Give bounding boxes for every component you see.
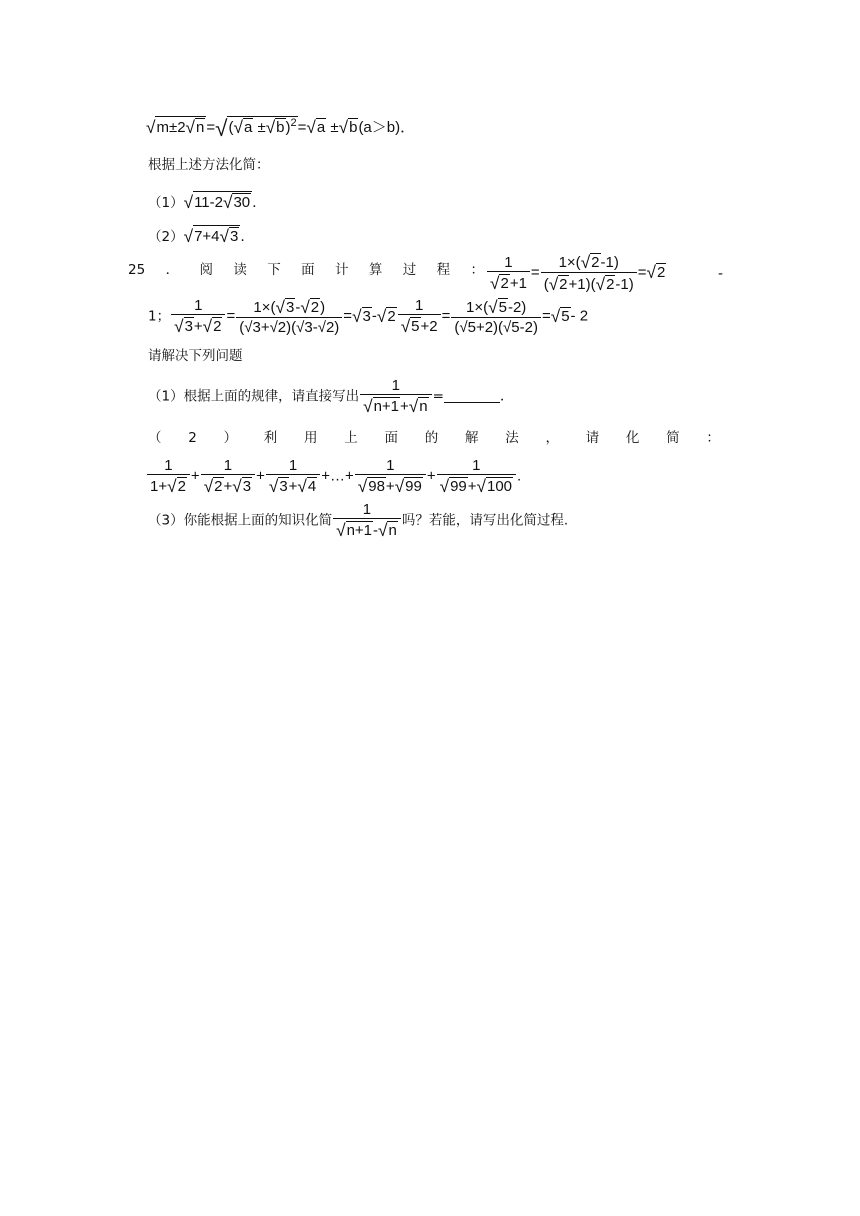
p1-text: （1）根据上面的规律，请直接写出 bbox=[148, 388, 360, 405]
p2-term-num: 1 bbox=[147, 458, 190, 475]
p1-tail: . bbox=[499, 388, 505, 405]
p3-den-rad1: n+1 bbox=[346, 522, 373, 539]
intro-lhs-n: n bbox=[196, 119, 205, 136]
intro-mid-open: ( bbox=[228, 119, 234, 136]
ex3-rhs-fraction: $\frac{1\times(√5-2)}{(√5+2)(√5-2)}$ bbox=[451, 298, 541, 335]
intro-rhs-b: b bbox=[349, 119, 358, 136]
p2-char: 法 bbox=[505, 430, 519, 446]
p3-den-rad2: n bbox=[388, 522, 397, 539]
p2-term-a: 99 bbox=[450, 478, 467, 495]
p2-term: $\frac{1}{√98+√99}$ bbox=[355, 458, 426, 495]
p2-term: $\frac{1}{√99+√100}$ bbox=[437, 458, 516, 495]
q25-stem-char: 阅 bbox=[199, 262, 213, 278]
q25-dot: ． bbox=[165, 262, 180, 278]
p2-term-b: 2 bbox=[177, 478, 186, 495]
intro-mid-a: a bbox=[243, 119, 253, 136]
ex1-rhs-num-post: -1) bbox=[600, 254, 619, 271]
q25-stem-char: 过 bbox=[402, 262, 417, 278]
ex1-rhs-fraction: $\frac{1\times(√2-1)}{(√2+1)(√2-1)}$ bbox=[541, 253, 637, 294]
ex3-num: 1 bbox=[398, 298, 441, 315]
item-1 bbox=[148, 191, 257, 211]
ex1-rhs-num-rad: 2 bbox=[591, 254, 600, 271]
ex1-result-rad: 2 bbox=[656, 264, 666, 282]
q25-stem-char: 面 bbox=[301, 262, 315, 278]
ex3-rhs-den: (√5+2)(√5-2) bbox=[454, 319, 538, 337]
intro-lhs-sqrt: √m±2√n bbox=[146, 117, 205, 137]
ex3-rhs-num-post: -2) bbox=[507, 299, 527, 316]
p2-char: 的 bbox=[424, 430, 439, 446]
ex3-lhs-fraction: $\frac{1}{√5+2}$ bbox=[398, 298, 441, 335]
p2-term-num: 1 bbox=[266, 458, 320, 475]
q25-number: 25 bbox=[128, 262, 146, 278]
p2-char: 请 bbox=[585, 430, 600, 446]
ex2-result-rad1: 3 bbox=[362, 307, 371, 325]
p1-den-rad2: n bbox=[419, 398, 428, 415]
item-2 bbox=[148, 225, 245, 245]
ex2-den-rad1: 3 bbox=[184, 318, 193, 335]
p2-term-num: 1 bbox=[355, 458, 426, 475]
q25-prompt: 请解决下列问题 bbox=[148, 348, 243, 364]
ex1-rhs-den-rad1: 2 bbox=[559, 276, 568, 294]
intro-lhs-m: m± bbox=[156, 119, 178, 136]
p2-term-b: 4 bbox=[307, 478, 317, 495]
q25-part-2-stem bbox=[148, 432, 720, 446]
p2-char: 用 bbox=[304, 430, 318, 446]
ex1-result-tail: - bbox=[718, 265, 723, 282]
p2-char: 上 bbox=[344, 430, 358, 446]
p2-term-a: 2 bbox=[214, 478, 223, 495]
ex1-rhs-den-rad2: 2 bbox=[606, 276, 615, 294]
ex2-den-rad2: 2 bbox=[213, 318, 222, 335]
instruction-text: 根据上述方法化简： bbox=[148, 157, 270, 173]
item-2-tail: . bbox=[240, 229, 245, 245]
intro-mid-b: b bbox=[276, 119, 285, 136]
p1-eq: = bbox=[432, 388, 444, 405]
p3-text-pre: （3）你能根据上面的知识化简 bbox=[148, 512, 333, 529]
p2-term: $\frac{1}{√2+√3}$ bbox=[201, 458, 255, 495]
p2-char: ） bbox=[223, 430, 238, 446]
q25-stem-char: 算 bbox=[368, 262, 383, 278]
q25-part-2-sum bbox=[146, 458, 521, 495]
p2-term-a: 98 bbox=[368, 478, 385, 495]
intro-formula: $√m\pm 2√n =√(√a \pm√b)^2=√a \pm√b(a>b)$． bbox=[146, 116, 416, 141]
ex2-lhs-fraction: $\frac{1}{√3+√2}$ bbox=[171, 298, 225, 335]
p2-char: 简 bbox=[666, 430, 680, 446]
item-2-inner: 3 bbox=[229, 228, 239, 245]
p2-plus: + bbox=[256, 467, 265, 485]
ex2-result-minus: - bbox=[371, 307, 377, 325]
q25-part-3 bbox=[148, 502, 568, 539]
ex1-rhs-den-c: -1) bbox=[615, 276, 634, 294]
p2-term-a: 3 bbox=[279, 478, 288, 495]
item-2-outer: 7+4 bbox=[194, 228, 220, 245]
q25-part-1 bbox=[148, 378, 504, 415]
ex2-num: 1 bbox=[171, 298, 225, 315]
p3-num: 1 bbox=[333, 502, 401, 519]
q25-stem-char: 程 bbox=[436, 262, 451, 278]
p1-den-rad1: n+1 bbox=[373, 398, 400, 415]
p2-ellipsis: +…+ bbox=[321, 467, 354, 485]
p3-text-post: 吗？若能，请写出化简过程. bbox=[401, 512, 569, 529]
p2-term-num: 1 bbox=[201, 458, 255, 475]
p1-num: 1 bbox=[360, 378, 432, 395]
intro-rhs-a: a bbox=[316, 119, 326, 136]
q25-stem-char: 下 bbox=[267, 262, 281, 278]
p2-term-a: 1 bbox=[150, 478, 159, 495]
ex2-result-rad2: 2 bbox=[387, 307, 396, 325]
ex2-rhs-num-minus: - bbox=[295, 299, 301, 316]
p2-term-num: 1 bbox=[437, 458, 516, 475]
ex1-den-tail: +1 bbox=[509, 274, 527, 292]
ex3-den-tail: +2 bbox=[420, 318, 438, 335]
line2-lead: 1； bbox=[148, 308, 171, 325]
p2-term-b: 100 bbox=[487, 478, 513, 495]
p2-tail: . bbox=[517, 467, 522, 485]
ex1-num: 1 bbox=[487, 255, 530, 272]
p2-term: $\frac{1}{1+√2}$ bbox=[147, 458, 190, 495]
item-2-label: （2） bbox=[148, 229, 184, 245]
ex2-rhs-num-rad2: 2 bbox=[310, 299, 320, 316]
ex1-rhs-den-b: +1)( bbox=[568, 276, 596, 294]
intro-mid-sqrt: $√(√a \pm√b)^2$ bbox=[215, 116, 297, 141]
ex2-rhs-num-pre: 1×( bbox=[253, 299, 276, 316]
p2-char: ： bbox=[706, 430, 720, 446]
p1-den-plus: + bbox=[400, 398, 409, 415]
item-1-inner: 30 bbox=[233, 194, 251, 211]
p2-char: （ bbox=[148, 430, 162, 446]
p2-term-b: 99 bbox=[405, 478, 422, 495]
item-1-label: （1） bbox=[148, 195, 184, 211]
q25-stem-char: 计 bbox=[334, 262, 349, 278]
p2-term: $\frac{1}{√3+√4}$ bbox=[266, 458, 320, 495]
p2-char: 化 bbox=[625, 430, 640, 446]
p1-answer-blank[interactable] bbox=[444, 388, 500, 403]
ex3-rhs-num-rad: 5 bbox=[498, 299, 507, 316]
ex1-rhs-den-a: ( bbox=[543, 276, 549, 294]
ex3-rhs-num-pre: 1×( bbox=[466, 299, 489, 316]
item-1-outer: 11-2 bbox=[194, 194, 223, 211]
intro-eq2: = bbox=[297, 119, 307, 136]
p2-char: 面 bbox=[384, 430, 398, 446]
p2-plus: + bbox=[190, 467, 200, 485]
p2-plus: + bbox=[426, 467, 436, 485]
q25-examples-2-3: 1； $\frac{1}{√3+√2}$ = $\frac{1\times(√3-√2)}{(√3+√2)(√3-√2)}$ =√3-√2 $\frac{1}{√5+2}$ = $\frac{1\times(√5-2)}{(√5+2)(√5-2)}$ =√5- 2 bbox=[148, 297, 589, 337]
p2-term-b: 3 bbox=[242, 478, 252, 495]
ex3-den-rad: 5 bbox=[411, 318, 420, 335]
item-2-sqrt: √7+4√3 bbox=[183, 226, 239, 246]
p2-char: ， bbox=[545, 430, 559, 446]
ex2-rhs-den: (√3+√2)(√3-√2) bbox=[239, 319, 340, 337]
intro-mid-sup: 2 bbox=[290, 117, 297, 129]
ex1-den-rad: 2 bbox=[500, 274, 509, 292]
ex2-rhs-fraction: $\frac{1\times(√3-√2)}{(√3+√2)(√3-√2)}$ bbox=[236, 298, 342, 335]
p1-fraction: $\frac{1}{√n+1+√n}$ bbox=[360, 378, 432, 415]
intro-rhs-cond: (a＞b)． bbox=[358, 119, 416, 136]
q25-example-1: $\frac{1}{√2+1}$ = $\frac{1\times(√2-1)}{(√2+1)(√2-1)}$ =√2 bbox=[486, 253, 666, 294]
ex1-rhs-num-pre: 1×( bbox=[558, 254, 581, 271]
ex3-result-tail: - 2 bbox=[570, 307, 589, 325]
ex2-den-plus: + bbox=[193, 318, 203, 335]
p2-char: 2 bbox=[188, 430, 197, 446]
ex2-rhs-num-post: ) bbox=[320, 299, 326, 316]
q25-stem-char: ： bbox=[470, 262, 484, 278]
intro-mid-pm: ± bbox=[257, 119, 266, 136]
q25-stem bbox=[128, 264, 484, 278]
intro-rhs-pm: ± bbox=[330, 119, 339, 136]
intro-lhs-2: 2 bbox=[177, 119, 186, 136]
ex2-rhs-num-rad1: 3 bbox=[285, 299, 295, 316]
p3-den-minus: - bbox=[373, 522, 379, 539]
p2-char: 解 bbox=[464, 430, 479, 446]
ex1-lhs-fraction: $\frac{1}{√2+1}$ bbox=[487, 255, 530, 292]
intro-mid-close: ) bbox=[285, 119, 291, 136]
ex3-result-rad: 5 bbox=[561, 307, 570, 325]
intro-eq1: = bbox=[206, 119, 216, 136]
p3-fraction: $\frac{1}{√n+1-√n}$ bbox=[333, 502, 401, 539]
p2-char: 利 bbox=[263, 430, 278, 446]
q25-stem-char: 读 bbox=[233, 262, 247, 278]
item-1-tail: . bbox=[252, 195, 257, 211]
item-1-sqrt: √11-2√30 bbox=[183, 192, 251, 212]
